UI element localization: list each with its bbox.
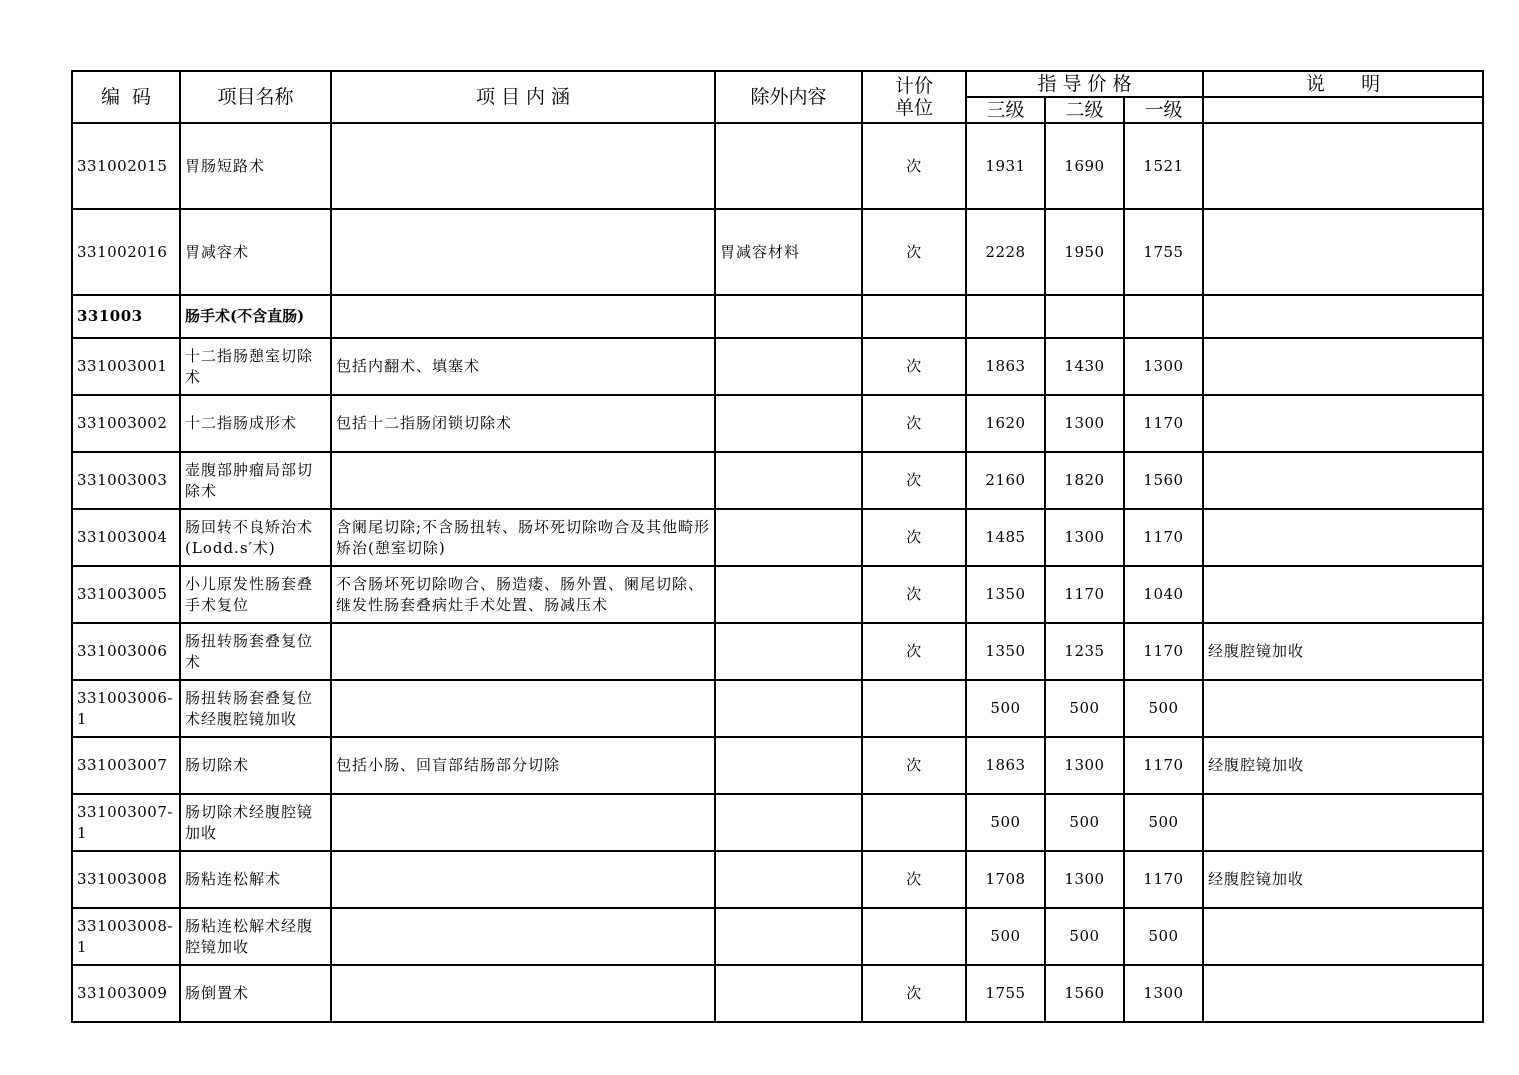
row-note	[1203, 908, 1483, 965]
row-code: 331003009	[72, 965, 180, 1022]
row-exclusion	[715, 623, 862, 680]
table-body	[72, 123, 1483, 1022]
row-price-level1: 1170	[1124, 395, 1203, 452]
table-row	[72, 623, 1483, 680]
row-price-level2: 1820	[1045, 452, 1124, 509]
row-exclusion	[715, 965, 862, 1022]
row-exclusion	[715, 123, 862, 209]
table-row	[72, 509, 1483, 566]
row-note	[1203, 566, 1483, 623]
table-row	[72, 338, 1483, 395]
row-name: 肠粘连松解术经腹腔镜加收	[180, 908, 331, 965]
row-name: 肠扭转肠套叠复位术	[180, 623, 331, 680]
header-content: 项 目 内 涵	[331, 71, 715, 123]
row-note	[1203, 965, 1483, 1022]
row-content: 不含肠坏死切除吻合、肠造瘘、肠外置、阑尾切除、继发性肠套叠病灶手术处置、肠减压术	[331, 566, 715, 623]
row-code: 331003003	[72, 452, 180, 509]
row-price-level2: 1300	[1045, 851, 1124, 908]
row-unit: 次	[862, 566, 966, 623]
row-price-level3: 2228	[966, 209, 1045, 295]
row-code: 331003007-1	[72, 794, 180, 851]
header-code: 编 码	[72, 71, 180, 123]
row-content	[331, 209, 715, 295]
row-note	[1203, 509, 1483, 566]
header-name: 项目名称	[180, 71, 331, 123]
row-price-level2: 500	[1045, 794, 1124, 851]
row-name: 壶腹部肿瘤局部切除术	[180, 452, 331, 509]
table-row	[72, 209, 1483, 295]
row-note	[1203, 680, 1483, 737]
row-unit: 次	[862, 965, 966, 1022]
header-unit	[862, 71, 966, 123]
row-exclusion	[715, 338, 862, 395]
row-code: 331003006	[72, 623, 180, 680]
section-name: 肠手术(不含直肠)	[180, 295, 331, 338]
row-price-level3: 1485	[966, 509, 1045, 566]
row-price-level1: 1521	[1124, 123, 1203, 209]
table-row	[72, 452, 1483, 509]
row-code: 331003004	[72, 509, 180, 566]
row-exclusion	[715, 908, 862, 965]
header-level1: 一级	[1124, 97, 1203, 123]
row-content: 包括内翻术、填塞术	[331, 338, 715, 395]
row-note	[1203, 338, 1483, 395]
row-content: 包括小肠、回盲部结肠部分切除	[331, 737, 715, 794]
row-price-level3: 500	[966, 908, 1045, 965]
row-price-level1: 1560	[1124, 452, 1203, 509]
row-name: 肠扭转肠套叠复位术经腹腔镜加收	[180, 680, 331, 737]
row-unit: 次	[862, 209, 966, 295]
row-note	[1203, 295, 1483, 338]
row-price-level2: 1300	[1045, 737, 1124, 794]
row-note	[1203, 794, 1483, 851]
row-code: 331003005	[72, 566, 180, 623]
row-exclusion	[715, 737, 862, 794]
section-code: 331003	[72, 295, 180, 338]
table-row	[72, 794, 1483, 851]
table-row	[72, 908, 1483, 965]
row-unit: 次	[862, 623, 966, 680]
row-price-level3: 1620	[966, 395, 1045, 452]
header-price-group: 指 导 价 格	[966, 71, 1203, 97]
row-name: 肠切除术经腹腔镜加收	[180, 794, 331, 851]
row-note	[1203, 209, 1483, 295]
table-row	[72, 680, 1483, 737]
row-exclusion	[715, 395, 862, 452]
row-price-level1	[1124, 295, 1203, 338]
row-unit: 次	[862, 338, 966, 395]
row-exclusion	[715, 680, 862, 737]
row-unit	[862, 295, 966, 338]
table-row	[72, 737, 1483, 794]
row-note: 经腹腔镜加收	[1203, 623, 1483, 680]
header-unit-line2: 单位	[894, 97, 933, 119]
row-exclusion	[715, 794, 862, 851]
row-content	[331, 851, 715, 908]
row-code: 331003001	[72, 338, 180, 395]
row-price-level2: 500	[1045, 680, 1124, 737]
row-note: 经腹腔镜加收	[1203, 851, 1483, 908]
header-unit-line1: 计价	[894, 75, 933, 97]
row-price-level3: 1863	[966, 338, 1045, 395]
row-unit: 次	[862, 452, 966, 509]
table-row	[72, 566, 1483, 623]
row-exclusion	[715, 851, 862, 908]
row-price-level3	[966, 295, 1045, 338]
table-row	[72, 123, 1483, 209]
row-price-level3: 500	[966, 680, 1045, 737]
row-unit	[862, 908, 966, 965]
row-name: 小儿原发性肠套叠手术复位	[180, 566, 331, 623]
row-name: 肠倒置术	[180, 965, 331, 1022]
row-price-level1: 1755	[1124, 209, 1203, 295]
header-level3: 三级	[966, 97, 1045, 123]
row-note	[1203, 395, 1483, 452]
row-unit: 次	[862, 395, 966, 452]
row-code: 331003008	[72, 851, 180, 908]
table-row	[72, 851, 1483, 908]
row-name: 胃减容术	[180, 209, 331, 295]
row-price-level1: 500	[1124, 908, 1203, 965]
row-unit	[862, 680, 966, 737]
row-code: 331003006-1	[72, 680, 180, 737]
row-code: 331003008-1	[72, 908, 180, 965]
row-price-level1: 1300	[1124, 338, 1203, 395]
row-price-level1: 1300	[1124, 965, 1203, 1022]
row-price-level2: 1170	[1045, 566, 1124, 623]
row-note	[1203, 452, 1483, 509]
row-price-level3: 1350	[966, 623, 1045, 680]
row-price-level3: 2160	[966, 452, 1045, 509]
row-name: 胃肠短路术	[180, 123, 331, 209]
row-unit: 次	[862, 737, 966, 794]
row-exclusion	[715, 452, 862, 509]
price-table	[71, 70, 1484, 1023]
row-price-level2: 1560	[1045, 965, 1124, 1022]
row-price-level2	[1045, 295, 1124, 338]
table-row	[72, 395, 1483, 452]
row-price-level1: 1170	[1124, 851, 1203, 908]
row-note: 经腹腔镜加收	[1203, 737, 1483, 794]
row-exclusion	[715, 295, 862, 338]
row-content	[331, 295, 715, 338]
row-exclusion	[715, 566, 862, 623]
row-unit: 次	[862, 509, 966, 566]
row-unit	[862, 794, 966, 851]
row-code: 331003007	[72, 737, 180, 794]
row-price-level2: 1235	[1045, 623, 1124, 680]
row-content: 包括十二指肠闭锁切除术	[331, 395, 715, 452]
row-content	[331, 623, 715, 680]
row-price-level3: 1931	[966, 123, 1045, 209]
row-price-level1: 1170	[1124, 623, 1203, 680]
row-price-level1: 500	[1124, 794, 1203, 851]
row-price-level1: 1170	[1124, 509, 1203, 566]
row-price-level2: 1950	[1045, 209, 1124, 295]
row-code: 331002016	[72, 209, 180, 295]
section-row	[72, 295, 1483, 338]
row-price-level2: 1300	[1045, 395, 1124, 452]
row-name: 肠粘连松解术	[180, 851, 331, 908]
row-price-level2: 1300	[1045, 509, 1124, 566]
row-code: 331003002	[72, 395, 180, 452]
table-header	[72, 71, 1483, 123]
row-price-level2: 500	[1045, 908, 1124, 965]
row-content	[331, 908, 715, 965]
header-exclusion: 除外内容	[715, 71, 862, 123]
row-price-level1: 1040	[1124, 566, 1203, 623]
row-price-level1: 500	[1124, 680, 1203, 737]
row-price-level3: 1755	[966, 965, 1045, 1022]
row-unit: 次	[862, 123, 966, 209]
row-name: 十二指肠成形术	[180, 395, 331, 452]
row-code: 331002015	[72, 123, 180, 209]
row-price-level2: 1690	[1045, 123, 1124, 209]
row-content	[331, 794, 715, 851]
row-price-level1: 1170	[1124, 737, 1203, 794]
row-content: 含阑尾切除;不含肠扭转、肠坏死切除吻合及其他畸形矫治(憩室切除)	[331, 509, 715, 566]
row-price-level3: 1350	[966, 566, 1045, 623]
row-price-level3: 1708	[966, 851, 1045, 908]
header-note: 说 明	[1203, 71, 1483, 97]
row-exclusion	[715, 509, 862, 566]
row-name: 肠切除术	[180, 737, 331, 794]
row-name: 肠回转不良矫治术(Lodd.s′术)	[180, 509, 331, 566]
row-note	[1203, 123, 1483, 209]
row-content	[331, 965, 715, 1022]
row-name: 十二指肠憩室切除术	[180, 338, 331, 395]
row-exclusion: 胃减容材料	[715, 209, 862, 295]
header-note-blank	[1203, 97, 1483, 123]
row-content	[331, 123, 715, 209]
row-content	[331, 452, 715, 509]
row-price-level2: 1430	[1045, 338, 1124, 395]
table-row	[72, 965, 1483, 1022]
row-content	[331, 680, 715, 737]
row-price-level3: 1863	[966, 737, 1045, 794]
row-unit: 次	[862, 851, 966, 908]
row-price-level3: 500	[966, 794, 1045, 851]
header-level2: 二级	[1045, 97, 1124, 123]
